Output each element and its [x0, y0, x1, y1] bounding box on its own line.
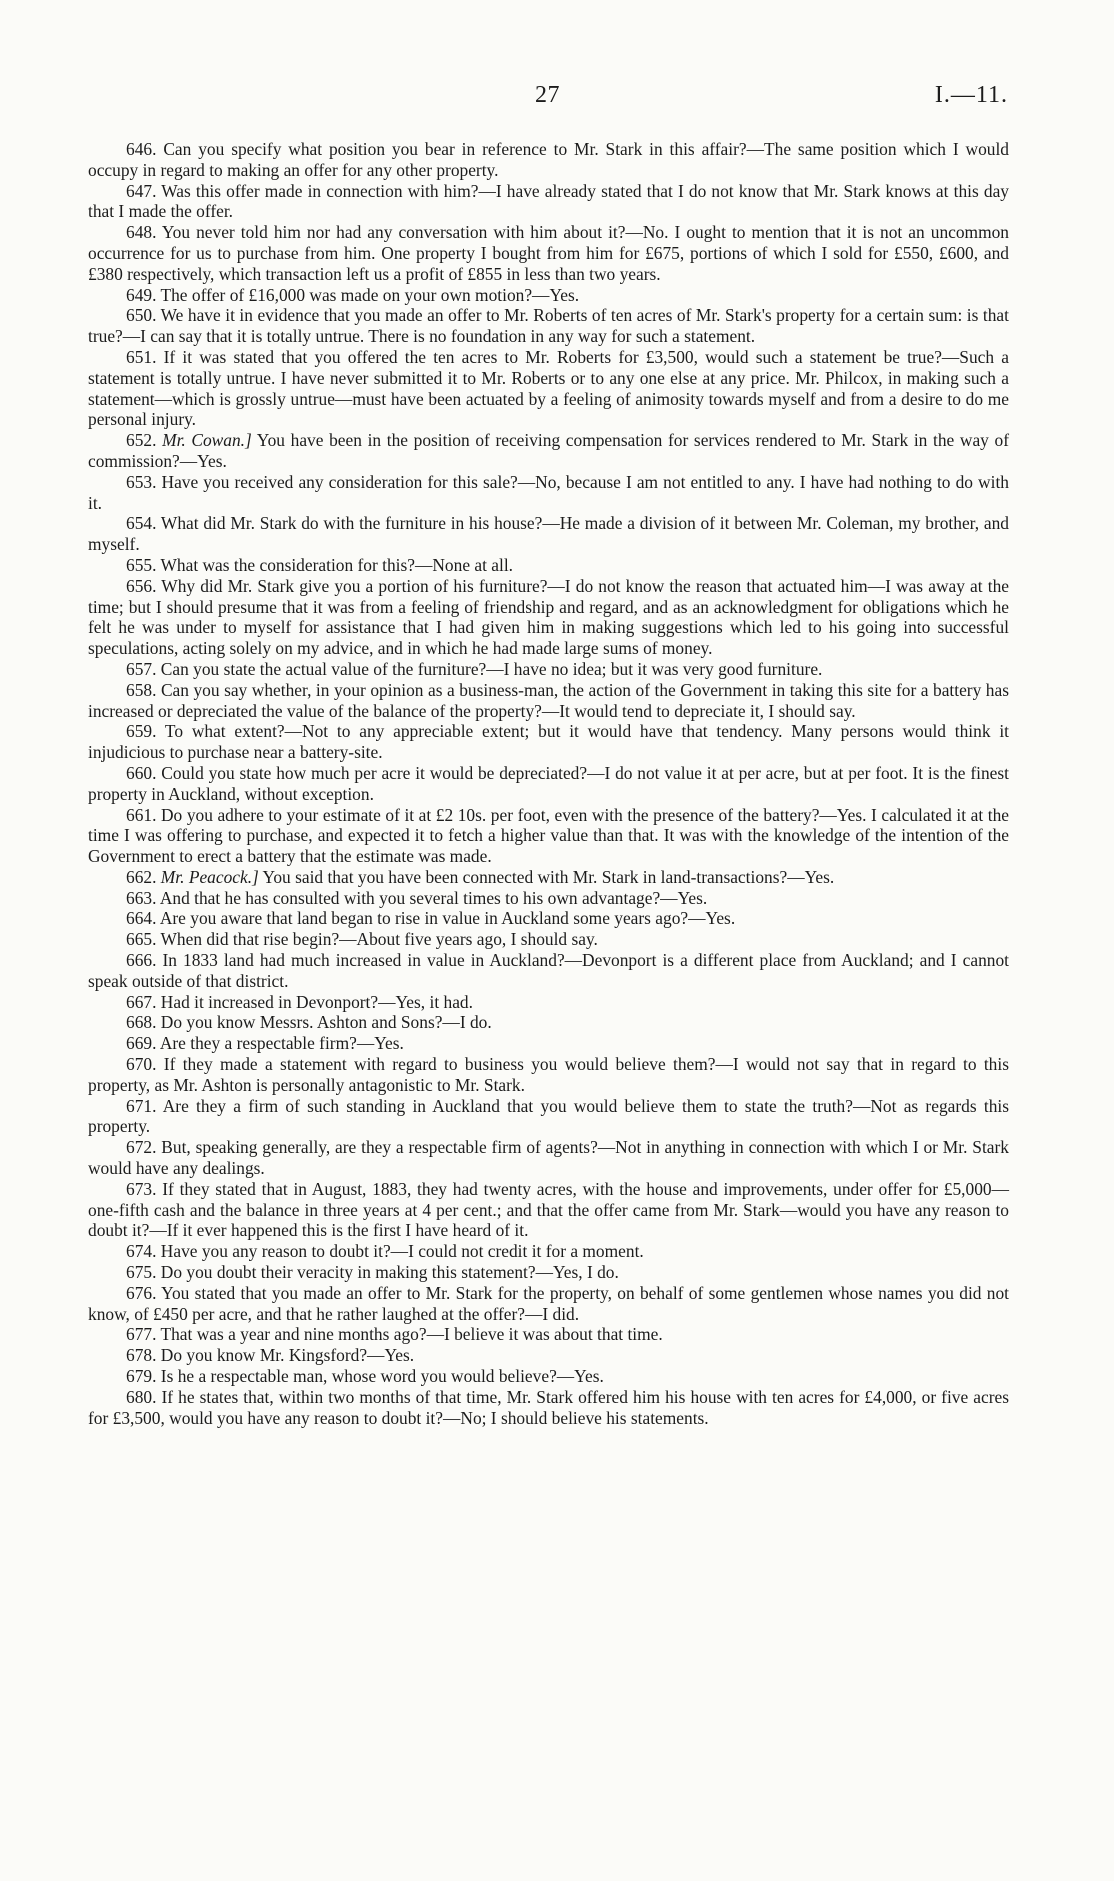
question-number: 664.: [126, 908, 157, 929]
question-paragraph: [88, 908, 1009, 929]
question-number: 648.: [126, 222, 157, 243]
question-paragraph: [88, 867, 1009, 888]
question-number: 657.: [126, 658, 157, 679]
question-paragraph: [88, 1324, 1009, 1345]
question-paragraph: [88, 1262, 1009, 1283]
question-paragraph: [88, 347, 1009, 430]
question-answer-text: You said that you have been connected with Mr. Stark in land-transactions?—Yes.: [262, 866, 835, 887]
question-paragraph: [88, 1033, 1009, 1054]
question-answer-text: What did Mr. Stark do with the furniture in his house?—He made a division of it between Mr. Coleman, my brother, and myself.: [88, 513, 1009, 555]
question-number: 678.: [126, 1345, 157, 1366]
question-number: 655.: [126, 554, 157, 575]
question-answer-text: If he states that, within two months of that time, Mr. Stark offered him his house with ten acres for £4,000, or five acres for £3,500, would you have any reason to doubt it?—No; I should believe his statements.: [88, 1386, 1009, 1428]
question-number: 656.: [126, 575, 157, 596]
question-answer-text: To what extent?—Not to any appreciable extent; but it would have that tendency. Many persons would think it injudicious to purchase near a battery-site.: [88, 721, 1009, 763]
question-answer-text: Had it increased in Devonport?—Yes, it had.: [160, 991, 473, 1012]
question-paragraph: [88, 992, 1009, 1013]
question-number: 669.: [126, 1033, 157, 1054]
question-number: 674.: [126, 1241, 157, 1262]
question-number: 651.: [126, 346, 157, 367]
question-answer-text: And that he has consulted with you several times to his own advantage?—Yes.: [159, 887, 708, 908]
question-paragraph: [88, 576, 1009, 659]
question-paragraph: [88, 1345, 1009, 1366]
question-number: 646.: [126, 139, 157, 159]
question-paragraph: [88, 430, 1009, 472]
question-number: 672.: [126, 1137, 157, 1158]
question-answer-text: That was a year and nine months ago?—I believe it was about that time.: [160, 1324, 663, 1345]
question-answer-text: Why did Mr. Stark give you a portion of his furniture?—I do not know the reason that actuated him—I was away at the time; but I should presume that it was from a feeling of friendship and regard, and as an acknowledgment for obligations which he felt he was under to myself for assistance that I had given him in making suggestions which led to his going into successful speculations, acting solely on my advice, and in which he had made large sums of money.: [88, 575, 1009, 659]
question-answer-text: If they made a statement with regard to business you would believe them?—I would not say that in regard to this property, as Mr. Ashton is personally antagonistic to Mr. Stark.: [88, 1054, 1009, 1095]
question-number: 650.: [126, 305, 157, 326]
question-paragraph: [88, 888, 1009, 909]
question-answer-text: The offer of £16,000 was made on your own motion?—Yes.: [160, 284, 580, 305]
question-number: 647.: [126, 180, 157, 201]
question-number: 667.: [126, 991, 157, 1012]
question-answer-text: We have it in evidence that you made an offer to Mr. Roberts of ten acres of Mr. Stark's property for a certain sum: is that true?—I can say that it is totally untrue. There is no foundation in any way for such a statement.: [88, 305, 1009, 347]
question-answer-text: Was this offer made in connection with him?—I have already stated that I do not know that Mr. Stark knows at this day that I made the offer.: [88, 180, 1009, 222]
question-answer-text: Is he a respectable man, whose word you would believe?—Yes.: [160, 1366, 604, 1387]
question-number: 666.: [126, 950, 157, 971]
question-answer-text: Can you say whether, in your opinion as a business-man, the action of the Government in taking this site for a battery has increased or depreciated the value of the balance of the property?—It would tend to depreciate it, I should say.: [88, 679, 1009, 721]
question-answer-text: You stated that you made an offer to Mr. Stark for the property, on behalf of some gentlemen whose names you did not know, of £450 per acre, and that he rather laughed at the offer?—I did.: [88, 1282, 1010, 1324]
question-number: 668.: [126, 1012, 157, 1033]
speaker-name: Mr. Peacock.]: [160, 866, 259, 887]
question-number: 665.: [126, 929, 157, 950]
question-paragraph: [88, 181, 1009, 223]
question-paragraph: [88, 1096, 1009, 1138]
question-answer-text: Do you doubt their veracity in making this statement?—Yes, I do.: [160, 1262, 619, 1283]
question-paragraph: [88, 222, 1009, 284]
question-paragraph: [88, 680, 1009, 722]
document-reference: I.—11.: [934, 82, 1008, 108]
question-number: 677.: [126, 1324, 157, 1345]
page-header: [0, 82, 1114, 122]
question-number: 670.: [126, 1054, 157, 1075]
question-paragraph: [88, 1387, 1009, 1429]
question-answer-text: Are they a respectable firm?—Yes.: [159, 1033, 404, 1054]
question-number: 654.: [126, 513, 157, 534]
question-paragraph: [88, 721, 1009, 763]
question-number: 658.: [126, 679, 157, 700]
question-answer-text: If they stated that in August, 1883, they had twenty acres, with the house and improvements, under offer for £5,000—one-fifth cash and the balance in three years at 4 per cent.; and that the offer came from Mr. Stark—would you have any reason to doubt it?—If it ever happened this is the first I have heard of it.: [88, 1178, 1009, 1241]
question-number: 680.: [126, 1386, 157, 1407]
question-number: 659.: [126, 721, 157, 742]
question-paragraph: [88, 929, 1009, 950]
question-paragraph: [88, 763, 1009, 805]
question-paragraph: [88, 1366, 1009, 1387]
question-answer-text: Do you know Mr. Kingsford?—Yes.: [160, 1345, 415, 1366]
question-answer-text: In 1833 land had much increased in value in Auckland?—Devonport is a different place from Auckland; and I cannot speak outside of that district.: [88, 950, 1009, 991]
question-paragraph: [88, 1179, 1009, 1241]
question-answer-text: Can you state the actual value of the furniture?—I have no idea; but it was very good furniture.: [160, 658, 823, 679]
question-answer-text: Are they a firm of such standing in Auckland that you would believe them to state the truth?—Not as regards this property.: [88, 1095, 1009, 1137]
question-number: 652.: [126, 430, 157, 451]
question-answer-text: You have been in the position of receiving compensation for services rendered to Mr. Stark in the way of commission?—Yes.: [88, 430, 1009, 471]
question-number: 660.: [126, 762, 157, 783]
question-answer-text: If it was stated that you offered the ten acres to Mr. Roberts for £3,500, would such a statement be true?—Such a statement is totally untrue. I have never submitted it to Mr. Roberts or to any one else at any price. Mr. Philcox, in making such a statement—which is grossly untrue—must have been actuated by a feeling of animosity towards myself and from a desire to do me personal injury.: [88, 346, 1009, 430]
question-paragraph: [88, 285, 1009, 306]
question-number: 675.: [126, 1262, 157, 1283]
question-paragraph: [88, 1012, 1009, 1033]
question-number: 663.: [126, 887, 157, 908]
question-answer-text: You never told him nor had any conversation with him about it?—No. I ought to mention that it is not an uncommon occurrence for us to purchase from him. One property I bought from him for £675, portions of which I sold for £550, £600, and £380 respectively, which transaction left us a profit of £855 in less than two years.: [88, 222, 1009, 284]
question-number: 673.: [126, 1178, 157, 1199]
question-answer-text: What was the consideration for this?—None at all.: [160, 554, 514, 575]
question-paragraph: [88, 659, 1009, 680]
question-paragraph: [88, 305, 1009, 347]
page-number: 27: [535, 82, 560, 108]
evidence-text: [88, 139, 1009, 1428]
question-paragraph: [88, 472, 1009, 514]
question-answer-text: Can you specify what position you bear in reference to Mr. Stark in this affair?—The same position which I would occupy in regard to making an offer for any other property.: [88, 139, 1009, 180]
speaker-name: Mr. Cowan.]: [162, 430, 252, 451]
question-answer-text: Have you any reason to doubt it?—I could not credit it for a moment.: [160, 1241, 644, 1262]
question-number: 661.: [126, 804, 157, 825]
question-answer-text: Have you received any consideration for this sale?—No, because I am not entitled to any. I have had nothing to do with it.: [88, 471, 1009, 513]
question-answer-text: Are you aware that land began to rise in value in Auckland some years ago?—Yes.: [159, 908, 736, 929]
question-number: 671.: [126, 1095, 157, 1116]
question-answer-text: Could you state how much per acre it would be depreciated?—I do not value it at per acre, but at per foot. It is the finest property in Auckland, without exception.: [88, 762, 1009, 804]
question-paragraph: [88, 139, 1009, 181]
question-number: 662.: [126, 866, 157, 887]
question-answer-text: Do you adhere to your estimate of it at £2 10s. per foot, even with the presence of the battery?—Yes. I calculated it at the time I was offering to purchase, and expected it to fetch a higher value than that. It was with the knowledge of the intention of the Government to erect a battery that the estimate was made.: [88, 804, 1009, 867]
question-number: 649.: [126, 284, 157, 305]
question-answer-text: Do you know Messrs. Ashton and Sons?—I do.: [160, 1012, 492, 1033]
question-paragraph: [88, 805, 1009, 867]
question-number: 653.: [126, 471, 157, 492]
question-paragraph: [88, 513, 1009, 555]
question-paragraph: [88, 1137, 1009, 1179]
question-paragraph: [88, 1054, 1009, 1096]
question-paragraph: [88, 555, 1009, 576]
question-number: 679.: [126, 1366, 157, 1387]
question-number: 676.: [126, 1282, 157, 1303]
question-answer-text: When did that rise begin?—About five years ago, I should say.: [160, 929, 598, 950]
question-paragraph: [88, 950, 1009, 992]
question-paragraph: [88, 1241, 1009, 1262]
question-answer-text: But, speaking generally, are they a respectable firm of agents?—Not in anything in connection with which I or Mr. Stark would have any dealings.: [88, 1137, 1009, 1179]
question-paragraph: [88, 1283, 1009, 1325]
